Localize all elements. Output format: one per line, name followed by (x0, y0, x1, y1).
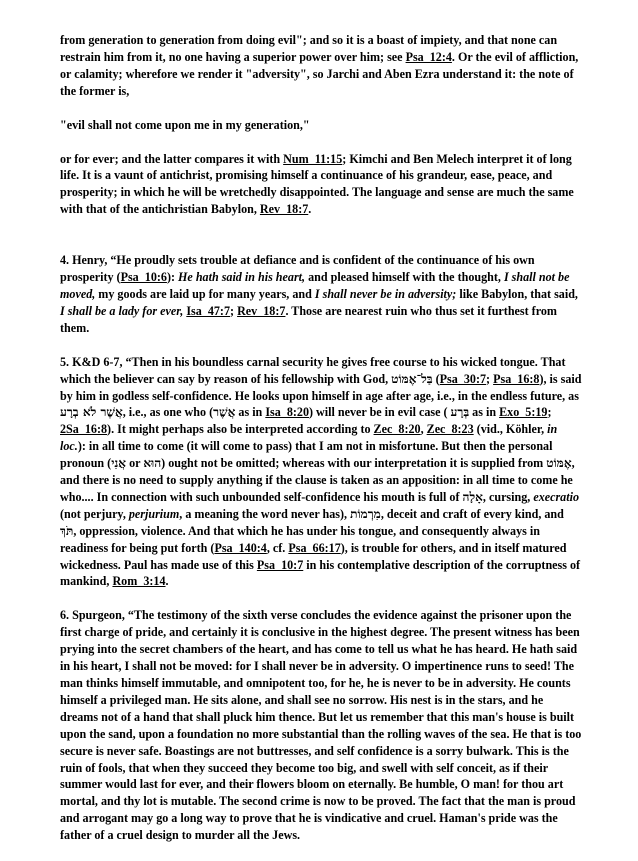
scripture-link[interactable]: Zec_8:23 (426, 422, 474, 437)
hebrew-text: בְּרָע (450, 405, 470, 420)
text: (vid., Köhler, (473, 422, 548, 437)
paragraph-gill-continued (60, 32, 582, 100)
scripture-link[interactable]: Psa_10:7 (256, 557, 304, 572)
scripture-link[interactable]: Psa_140:4 (214, 540, 267, 555)
text: 4. Henry, “He proudly sets trouble at defiance and is confident of the continuance of his own prosperity ( (60, 253, 535, 285)
text: . (165, 574, 169, 589)
italic-text: I shall not be moved, (60, 270, 570, 301)
hebrew-text: אֶמּוֹט (546, 456, 572, 471)
text: , deceit and craft of every kind, and (380, 506, 564, 521)
text: ; (230, 303, 238, 318)
italic-text: execratio (533, 489, 579, 504)
text: 5. K&D 6-7, “Then in his boundless carnal security he gives free course to his wicked tongue. That which the believer can say by reason of his fellowship with God, (60, 354, 566, 386)
text: , oppression, violence. And that which he has under his tongue, and consequently always in readiness for being put forth ( (60, 523, 540, 555)
scripture-link[interactable]: 2Sa_16:8 (60, 422, 108, 437)
scripture-link[interactable]: Zec_8:20 (373, 422, 421, 437)
text: my goods are laid up for many years, and (95, 286, 315, 301)
hebrew-text: אֲשֶׁר לֹא בְרָע (60, 405, 123, 420)
hebrew-text: אָלָה (462, 489, 483, 504)
document-page (60, 32, 582, 861)
block-quote: "evil shall not come upon me in my generation," (60, 117, 310, 132)
text: like Babylon, that said, (456, 286, 578, 301)
text: in his contemplative description of the corruptness of mankind, (60, 557, 581, 589)
text: , cursing, (482, 489, 534, 504)
text: . Or the evil of affliction, or calamity; wherefore we render it "adversity", so Jarchi and Aben Ezra understand it: the note of the former is, (60, 49, 579, 98)
paragraph-henry (60, 252, 582, 337)
text: ), is said by him in godless self-confidence. He looks upon himself in age after age, i.e., in the endless future, as (60, 371, 582, 403)
scripture-link[interactable]: Rev_18:7 (237, 303, 286, 318)
text: ; (486, 371, 494, 386)
scripture-link[interactable]: Psa_10:6 (120, 270, 167, 285)
text: ): (166, 270, 179, 285)
text: from generation to generation from doing evil"; and so it is a boast of impiety, and that none can restrain him from it, no one having a superior power over him; see (60, 33, 558, 64)
text: ): in all time to come (it will come to pass) that I am not in misfortune. But then the personal pronoun ( (60, 439, 553, 471)
hebrew-text: אֲנִי (111, 456, 127, 471)
scripture-link[interactable]: Num_11:15 (283, 151, 343, 166)
scripture-link[interactable]: Psa_30:7 (439, 371, 487, 386)
text: ) will never be in evil case ( (309, 405, 451, 420)
italic-text: I shall be a lady for ever, (60, 303, 184, 318)
scripture-link[interactable]: Isa_8:20 (265, 405, 309, 420)
text: ( (432, 371, 440, 386)
text: (not perjury, (60, 506, 129, 521)
hebrew-text: אֲשֶׁר (213, 405, 236, 420)
italic-text: perjurium (128, 506, 180, 521)
text: , and there is no need to supply anything if the clause is taken as an apposition: in all time to come he who.... In connection with such unbounded self-confidence his mouth is full of (60, 456, 575, 504)
scripture-link[interactable]: Psa_12:4 (405, 49, 452, 64)
text: as in (235, 405, 266, 420)
paragraph-spurgeon (60, 607, 582, 844)
text: , i.e., as one who ( (122, 405, 214, 420)
hebrew-text: מִרְמוֹת (350, 506, 381, 521)
text: ) ought not be omitted; whereas with our interpretation it is supplied from (161, 456, 547, 471)
text: . (308, 202, 312, 217)
scripture-link[interactable]: Isa_47:7 (186, 303, 230, 318)
italic-text: He hath said in his heart, (178, 270, 306, 285)
paragraph-kd (60, 354, 582, 591)
scripture-link[interactable]: Psa_16:8 (493, 371, 540, 386)
hebrew-text: הוּא (143, 456, 162, 471)
text: ; (547, 405, 552, 420)
paragraph-gill-end (60, 151, 582, 219)
text: , (420, 422, 427, 437)
scripture-link[interactable]: Rom_3:14 (112, 574, 166, 589)
text: or (126, 456, 144, 471)
text: or for ever; and the latter compares it with (60, 151, 284, 166)
text: ). It might perhaps also be interpreted according to (107, 422, 374, 437)
text: and pleased himself with the thought, (305, 270, 504, 285)
hebrew-text: תֹּךְ (60, 523, 74, 538)
scripture-link[interactable]: Exo_5:19 (499, 405, 548, 420)
text: ; Kimchi and Ben Melech interpret it of long life. It is a vaunt of antichrist, promising himself a continuance of his grandeur, ease, peace, and prosperity; in which he will be wretchedly disappointed. The language and sense are much the same with that of the antichristian Babylon, (60, 151, 574, 217)
italic-text: I shall never be in adversity; (314, 286, 457, 301)
text: , a meaning the word never has), (179, 506, 351, 521)
scripture-link[interactable]: Rev_18:7 (259, 202, 309, 217)
text: 6. Spurgeon, “The testimony of the sixth verse concludes the evidence against the prisoner upon the first charge of pride, and certainly it is conclusive in the highest degree. The present witness has been prying into the secret chambers of the heart, and has come to tell us what he has heard. He hath said in his heart, I shall not be moved: for I shall never be in adversity. O impertinence runs to seed! The man thinks himself immutable, and omnipotent too, for he, he is never to be in adversity. He counts himself a privileged man. He sits alone, and shall see no sorrow. His nest is in the stars, and he dreams not of a hand that shall pluck him thence. But let us remember that this man's house is built upon the sand, upon a foundation no more substantial than the rolling waves of the sea. He that is too secure is never safe. Boastings are not buttresses, and self confidence is a sorry bulwark. This is the ruin of fools, that when they succeed they become too big, and swell with self conceit, as if their summer would last for ever, and their flowers bloom on eternally. Be humble, O man! for thou art mortal, and thy lot is mutable. The second crime is now to be proved. The fact that the man is proud and arrogant may go a long way to prove that he is vindicative and cruel. Haman's pride was the father of a cruel design to murder all the Jews. (60, 608, 582, 843)
hebrew-text: בַּל־אֶמּוֹט (391, 371, 433, 386)
italic-text: in loc. (60, 422, 558, 454)
scripture-link[interactable]: Psa_66:17 (288, 540, 341, 555)
text: as in (469, 405, 500, 420)
text: ), is trouble for others, and in itself matured wickedness. Paul has made use of this (60, 540, 567, 572)
text: . Those are nearest ruin who thus set it furthest from them. (60, 303, 557, 335)
text: , cf. (266, 540, 289, 555)
